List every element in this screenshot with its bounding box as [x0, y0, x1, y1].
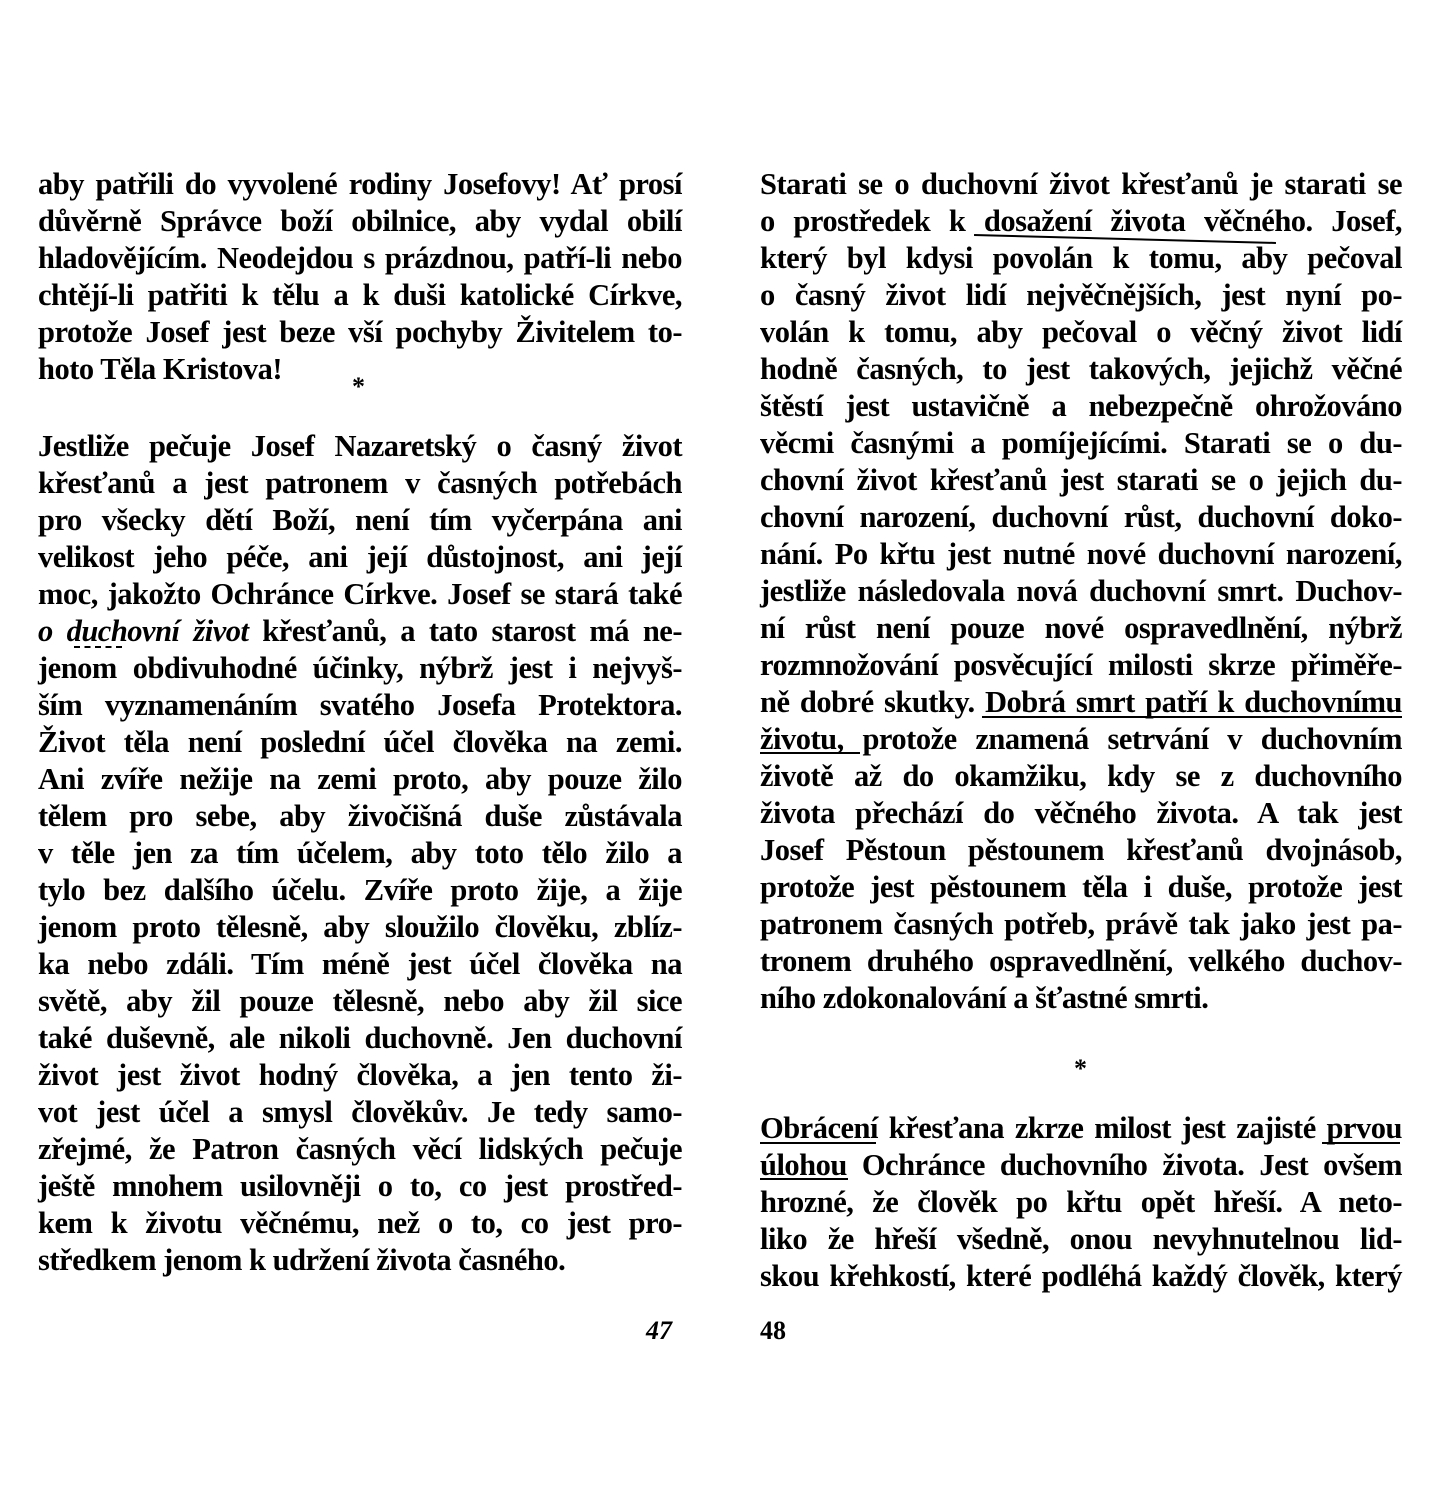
pen-underline: [74, 646, 122, 648]
text-line: tylo bez dalšího účelu. Zvíře proto žije, a žije: [38, 873, 682, 907]
text-line: důvěrně Správce boží obilnice, aby vydal obilí: [38, 204, 682, 238]
text-line: život jest život hodný člověka, a jen tento ži-: [38, 1058, 682, 1092]
section-separator: *: [1074, 1054, 1087, 1083]
text-line: Starati se o duchovní život křesťanů je starati se: [760, 167, 1402, 201]
text-line: chovní narození, duchovní růst, duchovní doko-: [760, 500, 1402, 534]
text-line: hoto Těla Kristova!: [38, 352, 283, 386]
text-line: života přechází do věčného života. A tak jest: [760, 796, 1402, 830]
text-span: křesťanů, a tato starost má ne-: [248, 614, 682, 648]
text-line: o prostředek k dosažení života věčného. Josef,: [760, 204, 1402, 238]
text-line: chovní život křesťanů jest starati se o jejich du-: [760, 463, 1402, 497]
text-line: volán k tomu, aby pečoval o věčný život lidí: [760, 315, 1402, 349]
text-line: chtějí-li patřiti k tělu a k duši katolické Církve,: [38, 278, 682, 312]
italic-phrase: o duchovní život: [38, 614, 249, 648]
text-line: protože jest pěstounem těla i duše, protože jest: [760, 870, 1402, 904]
text-line: ně dobré skutky. Dobrá smrt patří k duchovnímu: [760, 685, 1402, 719]
text-line: Obrácení křesťana zkrze milost jest zajisté prvou: [760, 1111, 1402, 1145]
text-line: Život těla není poslední účel člověka na zemi.: [38, 725, 682, 759]
text-line: o časný život lidí nejvěčnějších, jest nyní po-: [760, 278, 1402, 312]
text-line: zřejmé, že Patron časných věcí lidských pečuje: [38, 1132, 682, 1166]
text-line: ším vyznamenáním svatého Josefa Protektora.: [38, 688, 682, 722]
text-line: vot jest účel a smysl člověkův. Je tedy samo-: [38, 1095, 682, 1129]
text-line: hodně časných, to jest takových, jejichž věčné: [760, 352, 1402, 386]
pen-underline: [1322, 1142, 1400, 1144]
pen-underline: [982, 716, 1402, 718]
text-line: také duševně, ale nikoli duchovně. Jen duchovní: [38, 1021, 682, 1055]
text-line: tronem druhého ospravedlnění, velkého duchov-: [760, 944, 1402, 978]
text-line: rozmnožování posvěcující milosti skrze přiměře-: [760, 648, 1402, 682]
text-line: ního zdokonalování a šťastné smrti.: [760, 981, 1209, 1015]
text-line: skou křehkostí, které podléhá každý člověk, který: [760, 1259, 1402, 1293]
text-line: kem k životu věčnému, než o to, co jest pro-: [38, 1206, 682, 1240]
text-line: který byl kdysi povolán k tomu, aby pečoval: [760, 241, 1402, 275]
right-page: [720, 0, 1440, 1500]
page-number: 48: [760, 1316, 786, 1345]
text-line: životě až do okamžiku, kdy se z duchovního: [760, 759, 1402, 793]
text-line: Jestliže pečuje Josef Nazaretský o časný život: [38, 429, 682, 463]
text-line: ještě mnohem usilovněji o to, co jest prostřed-: [38, 1169, 682, 1203]
text-line: moc, jakožto Ochránce Církve. Josef se stará také: [38, 577, 682, 611]
text-line: štěstí jest ustavičně a nebezpečně ohrožováno: [760, 389, 1402, 423]
text-line: světě, aby žil pouze tělesně, nebo aby žil sice: [38, 984, 682, 1018]
text-line: nání. Po křtu jest nutné nové duchovní narození,: [760, 537, 1402, 571]
text-line: [38, 613, 682, 649]
pen-underline: [760, 1178, 848, 1180]
section-separator: *: [352, 372, 365, 401]
text-line: pro všecky dětí Boží, není tím vyčerpána ani: [38, 503, 682, 537]
text-line: hladovějícím. Neodejdou s prázdnou, patří-li nebo: [38, 241, 682, 275]
text-line: úlohou Ochránce duchovního života. Jest ovšem: [760, 1148, 1402, 1182]
text-line: životu, protože znamená setrvání v duchovním: [760, 722, 1402, 756]
text-line: Josef Pěstoun pěstounem křesťanů dvojnásob,: [760, 833, 1402, 867]
text-line: protože Josef jest beze vší pochyby Živitelem to-: [38, 315, 682, 349]
text-line: aby patřili do vyvolené rodiny Josefovy! Ať prosí: [38, 167, 682, 201]
text-line: věcmi časnými a pomíjejícími. Starati se o du-: [760, 426, 1402, 460]
text-line: křesťanů a jest patronem v časných potřebách: [38, 466, 682, 500]
text-line: velikost jeho péče, ani její důstojnost, ani její: [38, 540, 682, 574]
text-line: ní růst není pouze nové ospravedlnění, nýbrž: [760, 611, 1402, 645]
text-line: liko že hřeší všedně, onou nevyhnutelnou lid-: [760, 1222, 1402, 1256]
text-line: jenom obdivuhodné účinky, nýbrž jest i nejvyš-: [38, 651, 682, 685]
text-line: patronem časných potřeb, právě tak jako jest pa-: [760, 907, 1402, 941]
page-number: 47: [646, 1316, 672, 1345]
text-line: tělem pro sebe, aby živočišná duše zůstávala: [38, 799, 682, 833]
text-line: v těle jen za tím účelem, aby toto tělo žilo a: [38, 836, 682, 870]
pen-underline: [760, 752, 860, 754]
text-line: jenom proto tělesně, aby sloužilo člověku, zblíz-: [38, 910, 682, 944]
text-line: středkem jenom k udržení života časného.: [38, 1243, 566, 1277]
text-line: jestliže následovala nová duchovní smrt. Duchov-: [760, 574, 1402, 608]
text-line: Ani zvíře nežije na zemi proto, aby pouze žilo: [38, 762, 682, 796]
pen-underline: [760, 1142, 876, 1144]
text-line: ka nebo zdáli. Tím méně jest účel člověka na: [38, 947, 682, 981]
text-line: hrozné, že člověk po křtu opět hřeší. A neto-: [760, 1185, 1402, 1219]
